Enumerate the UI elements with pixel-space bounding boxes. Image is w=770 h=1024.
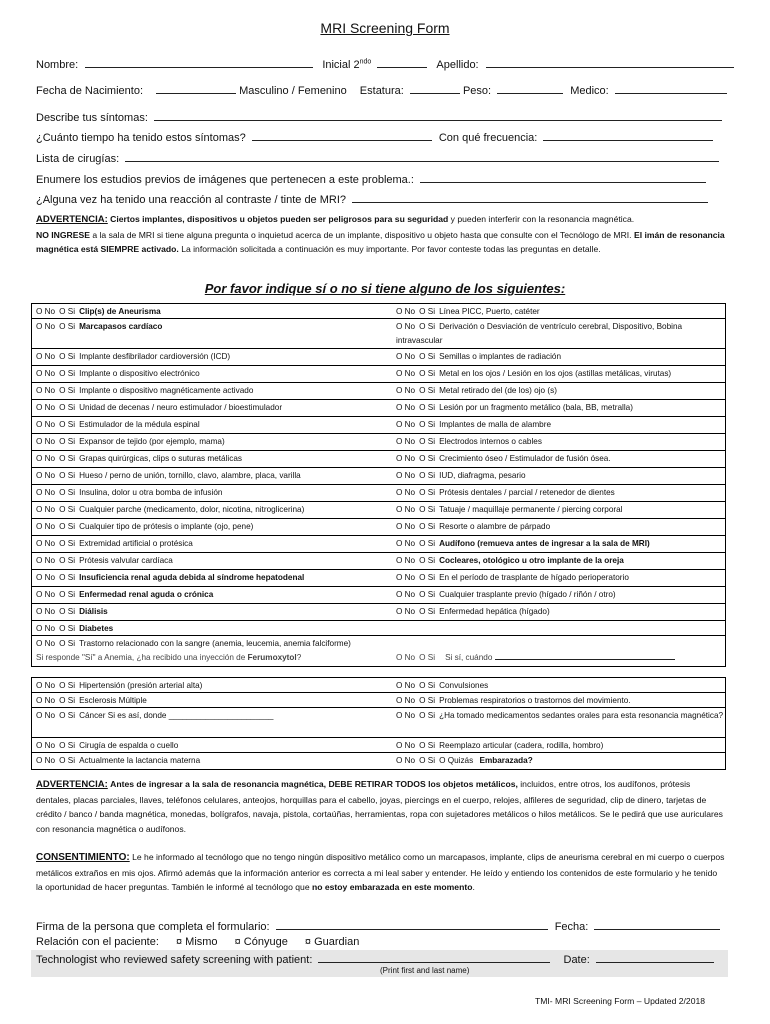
radio-no[interactable]: O No	[396, 386, 416, 395]
tech-date-label: Date:	[563, 954, 590, 966]
radio-si[interactable]: O Si	[59, 639, 76, 648]
sex-label: Masculino / Femenino	[239, 85, 347, 97]
radio-no[interactable]: O No	[36, 471, 56, 480]
frequency-field[interactable]	[543, 130, 713, 141]
radio-no[interactable]: O No	[36, 386, 56, 395]
studies-row	[36, 172, 706, 186]
question-left	[36, 503, 304, 517]
question-left	[36, 622, 113, 636]
warning-text-3: La información solicitada a continuación es muy importante. Por favor conteste todas las preguntas en detalle.	[181, 244, 601, 254]
surname-field[interactable]	[486, 57, 734, 68]
ferumoxytol-text: Ferumoxytol	[247, 653, 297, 662]
radio-no[interactable]: O No	[396, 471, 416, 480]
questions-table-2	[31, 677, 724, 775]
radio-no[interactable]: O No	[396, 696, 416, 705]
radio-no[interactable]: O No	[396, 369, 416, 378]
warning-label-2: ADVERTENCIA:	[36, 779, 108, 790]
radio-si[interactable]: O Si	[59, 505, 76, 514]
question-right	[396, 739, 726, 753]
table-row	[31, 318, 726, 349]
question-left	[36, 320, 162, 334]
radio-si[interactable]: O Si	[419, 696, 436, 705]
radio-no[interactable]: O No	[396, 711, 416, 720]
warning-block-1	[36, 212, 728, 257]
radio-no[interactable]: O No	[396, 556, 416, 565]
table-row	[31, 365, 726, 383]
radio-no[interactable]: O No	[36, 539, 56, 548]
question-left	[36, 754, 200, 768]
question-text: Unidad de decenas / neuro estimulador / bioestimulador	[79, 403, 283, 412]
question-text: Semillas o implantes de radiación	[439, 352, 562, 361]
radio-si[interactable]: O Si	[59, 607, 76, 616]
question-right	[396, 709, 726, 723]
date-field[interactable]	[594, 919, 720, 930]
question-right	[396, 588, 726, 602]
studies-field[interactable]	[420, 172, 706, 183]
question-text: Prótesis dentales / parcial / retenedor de dientes	[439, 488, 615, 497]
technologist-label: Technologist who reviewed safety screening with patient:	[36, 954, 313, 966]
table-row-diabetes	[31, 620, 726, 636]
radio-no[interactable]: O No	[36, 590, 56, 599]
radio-si[interactable]: O Si	[419, 573, 436, 582]
duration-label: ¿Cuánto tiempo ha tenido estos síntomas?	[36, 132, 246, 144]
radio-no[interactable]: O No	[36, 607, 56, 616]
relation-label: Relación con el paciente:	[36, 936, 159, 948]
radio-si[interactable]: O Si	[419, 741, 436, 750]
radio-no[interactable]: O No	[36, 322, 56, 331]
question-left	[36, 605, 108, 619]
question-text: Enfermedad hepática (hígado)	[439, 607, 550, 616]
checkbox-guardian[interactable]: ¤ Guardian	[304, 936, 360, 948]
warning2-bold-text: Antes de ingresar a la sala de resonancia magnética, DEBE RETIRAR TODOS los objetos metálicos,	[110, 779, 518, 789]
radio-no[interactable]: O No	[396, 573, 416, 582]
table-row	[31, 518, 726, 536]
question-right	[396, 520, 726, 534]
radio-no[interactable]: O No	[396, 352, 416, 361]
question-right	[396, 754, 726, 768]
radio-si[interactable]: O Si	[59, 681, 76, 690]
form-title: MRI Screening Form	[320, 20, 450, 36]
technologist-field[interactable]	[318, 952, 550, 963]
radio-si[interactable]: O Si	[59, 386, 76, 395]
doctor-label: Medico:	[570, 85, 609, 97]
radio-si[interactable]: O Si	[59, 369, 76, 378]
question-left	[36, 554, 173, 568]
print-note: (Print first and last name)	[380, 966, 470, 975]
question-left	[36, 367, 200, 381]
studies-label: Enumere los estudios previos de imágenes que pertenecen a este problema.:	[36, 174, 414, 186]
table-row-blood	[31, 635, 726, 667]
radio-si[interactable]: O Si	[59, 352, 76, 361]
radio-no[interactable]: O No	[396, 307, 416, 316]
question-left	[36, 739, 178, 753]
radio-no[interactable]: O No	[396, 607, 416, 616]
signature-label: Firma de la persona que completa el formulario:	[36, 921, 270, 933]
question-text: Convulsiones	[439, 681, 489, 690]
radio-no[interactable]: O No	[36, 756, 56, 765]
question-text: Implante o dispositivo electrónico	[79, 369, 200, 378]
radio-no[interactable]: O No	[36, 505, 56, 514]
radio-si[interactable]: O Si	[59, 522, 76, 531]
question-text: Prótesis valvular cardíaca	[79, 556, 173, 565]
radio-no[interactable]: O No	[396, 488, 416, 497]
radio-si[interactable]: O Si	[419, 681, 436, 690]
warning-bold-text: Ciertos implantes, dispositivos u objetos pueden ser peligrosos para su seguridad	[110, 214, 449, 224]
radio-no[interactable]: O No	[36, 522, 56, 531]
question-text: Diálisis	[79, 607, 108, 616]
radio-si[interactable]: O Si	[419, 322, 436, 331]
radio-si[interactable]: O Si	[419, 369, 436, 378]
warning-label: ADVERTENCIA:	[36, 214, 108, 225]
radio-no[interactable]: O No	[36, 696, 56, 705]
question-text: Actualmente la lactancia materna	[79, 756, 201, 765]
question-text: Cualquier tipo de prótesis o implante (ojo, pene)	[79, 522, 254, 531]
tech-date-field[interactable]	[596, 952, 714, 963]
table-row	[31, 348, 726, 366]
radio-si[interactable]: O Si	[419, 307, 436, 316]
technologist-row	[36, 952, 714, 966]
radio-no[interactable]: O No	[36, 573, 56, 582]
weight-field[interactable]	[497, 83, 563, 94]
question-right	[396, 367, 726, 381]
question-text: Expansor de tejido (por ejemplo, mama)	[79, 437, 225, 446]
radio-si[interactable]: O Si	[419, 756, 436, 765]
radio-si[interactable]: O Si	[59, 573, 76, 582]
footer: TMI- MRI Screening Form – Updated 2/2018	[535, 996, 706, 1006]
question-text: Insulina, dolor u otra bomba de infusión	[79, 488, 223, 497]
radio-si[interactable]: O Si	[419, 471, 436, 480]
dob-label: Fecha de Nacimiento:	[36, 85, 143, 97]
question-left	[36, 305, 161, 319]
table-row	[31, 707, 726, 738]
questions-heading: Por favor indique sí o no si tiene alguno de los siguientes:	[204, 281, 566, 296]
table-row	[31, 752, 726, 770]
radio-si[interactable]: O Si	[419, 539, 436, 548]
questions-table	[31, 303, 724, 662]
question-text: Diabetes	[79, 624, 114, 633]
question-left	[36, 637, 351, 651]
question-left	[36, 588, 213, 602]
question-right	[396, 350, 726, 364]
radio-no[interactable]: O No	[36, 624, 56, 633]
question-right	[396, 537, 726, 551]
frequency-label: Con qué frecuencia:	[438, 132, 538, 144]
question-text: Metal retirado del (de los) ojo (s)	[439, 386, 557, 395]
question-text: Cocleares, otológico u otro implante de la oreja	[439, 556, 624, 565]
question-text: ¿Ha tomado medicamentos sedantes orales para esta resonancia magnética?	[439, 711, 724, 720]
radio-no[interactable]: O No	[36, 454, 56, 463]
warning-block-2	[36, 777, 726, 836]
symptoms-field[interactable]	[154, 110, 722, 121]
question-text: Trastorno relacionado con la sangre (anemia, leucemia, anemia falciforme)	[79, 639, 351, 648]
reaction-label: ¿Alguna vez ha tenido una reacción al contraste / tinte de MRI?	[36, 194, 347, 206]
anemia-question: Si responde "Sí" a Anemia, ¿ha recibido una inyección de Ferumoxytol?	[36, 653, 302, 662]
when-field[interactable]	[495, 651, 675, 660]
question-text: Metal en los ojos / Lesión en los ojos (astillas metálicas, virutas)	[439, 369, 672, 378]
question-right	[396, 486, 726, 500]
question-text: Línea PICC, Puerto, catéter	[439, 307, 540, 316]
radio-si[interactable]: O Si	[419, 437, 436, 446]
question-left	[36, 401, 282, 415]
question-right	[396, 305, 726, 319]
dob-field[interactable]	[156, 83, 236, 94]
question-text: Cualquier trasplante previo (hígado / riñón / otro)	[439, 590, 616, 599]
table-row	[31, 303, 726, 319]
radio-si[interactable]: O Si	[419, 711, 436, 720]
radio-si[interactable]: O Si	[59, 307, 76, 316]
radio-no[interactable]: O No	[396, 590, 416, 599]
table-row	[31, 692, 726, 708]
radio-no[interactable]: O No	[36, 403, 56, 412]
no-ingrese-text: NO INGRESE	[36, 229, 90, 240]
question-text: Hueso / perno de unión, tornillo, clavo, alambre, placa, varilla	[79, 471, 301, 480]
radio-si[interactable]: O Si	[59, 403, 76, 412]
question-text: Marcapasos cardíaco	[79, 322, 163, 331]
radio-si[interactable]: O Si	[59, 454, 76, 463]
warning-text-2: a la sala de MRI si tiene alguna pregunta o inquietud acerca de un implante, dispositivo u objeto hasta que consulte con el Tecnólogo de MRI.	[92, 229, 632, 240]
question-text: Reemplazo articular (cadera, rodilla, hombro)	[439, 741, 604, 750]
radio-no[interactable]: O No	[396, 756, 416, 765]
date-label: Fecha:	[554, 921, 589, 933]
question-text: Extremidad artificial o protésica	[79, 539, 193, 548]
radio-si[interactable]: O Si	[59, 420, 76, 429]
radio-si[interactable]: O Si	[59, 322, 76, 331]
question-right	[396, 554, 726, 568]
relation-row	[36, 936, 359, 948]
radio-si[interactable]: O Si	[59, 696, 76, 705]
question-left	[36, 486, 222, 500]
radio-si[interactable]: O Si	[419, 352, 436, 361]
radio-si[interactable]: O Si	[419, 454, 436, 463]
table-row	[31, 586, 726, 604]
question-text: Clip(s) de Aneurisma	[79, 307, 161, 316]
question-text: Enfermedad renal aguda o crónica	[79, 590, 214, 599]
question-text: Implante desfibrilador cardioversión (ICD)	[79, 352, 231, 361]
question-right	[396, 384, 726, 398]
table-row	[31, 433, 726, 451]
radio-si[interactable]: O Si	[419, 403, 436, 412]
warning-text: y pueden interferir con la resonancia magnética.	[450, 214, 635, 224]
radio-si[interactable]: O Si	[419, 505, 436, 514]
question-right	[396, 469, 726, 483]
question-left	[36, 469, 301, 483]
table-row	[31, 603, 726, 621]
radio-no[interactable]: O No	[36, 639, 56, 648]
radio-si[interactable]: O Si	[419, 488, 436, 497]
question-right	[396, 418, 726, 432]
question-left	[36, 350, 230, 364]
signature-field[interactable]	[276, 919, 548, 930]
radio-no[interactable]: O No	[396, 437, 416, 446]
table-row	[31, 382, 726, 400]
question-text: Cirugía de espalda o cuello	[79, 741, 179, 750]
radio-no[interactable]: O No	[396, 522, 416, 531]
name-label: Nombre:	[36, 59, 79, 71]
anemia-answer	[396, 651, 675, 665]
radio-no[interactable]: O No	[36, 437, 56, 446]
surgeries-label: Lista de cirugías:	[36, 153, 120, 165]
question-left	[36, 537, 193, 551]
question-text: O Quizás	[439, 756, 474, 765]
radio-si[interactable]: O Si	[59, 437, 76, 446]
table-row	[31, 484, 726, 502]
radio-no[interactable]: O No	[396, 681, 416, 690]
question-text: IUD, diafragma, pesario	[439, 471, 526, 480]
height-field[interactable]	[410, 83, 460, 94]
question-right	[396, 435, 726, 449]
question-text: Cualquier parche (medicamento, dolor, nicotina, nitroglicerina)	[79, 505, 305, 514]
question-left	[36, 694, 147, 708]
radio-si[interactable]: O Si	[419, 607, 436, 616]
radio-si[interactable]: O Si	[59, 756, 76, 765]
question-left	[36, 435, 225, 449]
radio-si[interactable]: O Si	[419, 556, 436, 565]
radio-no[interactable]: O No	[396, 322, 416, 331]
consent-block: CONSENTIMIENTO: Le he informado al tecnólogo que no tengo ningún dispositivo metálico como un marcapasos, implante, clips de aneurisma cerebral en mi cuerpo o cuerpos metálicos extraños en mis ojos. Afirmó además que la información anterior es correcta a mi leal saber y entender. He leído y entiendo los contenidos de este formulario y he tenido la oportunidad de hacer preguntas. También le informé al tecnólogo que no estoy embarazada en este momento.	[36, 852, 725, 892]
surgeries-field[interactable]	[125, 151, 719, 162]
question-text: Hipertensión (presión arterial alta)	[79, 681, 203, 690]
radio-no[interactable]: O No	[36, 369, 56, 378]
initial-field[interactable]	[377, 57, 427, 68]
radio-no[interactable]: O No	[36, 307, 56, 316]
question-left	[36, 520, 253, 534]
radio-no[interactable]: O No	[396, 741, 416, 750]
radio-si[interactable]: O Si	[59, 741, 76, 750]
signature-row	[36, 919, 720, 933]
radio-no[interactable]: O No	[396, 653, 416, 662]
surgeries-row	[36, 151, 719, 165]
question-text: Audífono (remueva antes de ingresar a la sala de MRI)	[439, 539, 650, 548]
reaction-row	[36, 192, 708, 206]
question-left	[36, 709, 273, 723]
question-right	[396, 452, 726, 466]
table-row	[31, 399, 726, 417]
symptoms-row	[36, 110, 722, 124]
question-text: Insuficiencia renal aguda debida al síndrome hepatodenal	[79, 573, 305, 582]
question-left	[36, 384, 253, 398]
reaction-field[interactable]	[352, 192, 708, 203]
question-text: Electrodos internos o cables	[439, 437, 542, 446]
radio-si[interactable]: O Si	[59, 556, 76, 565]
question-text: Lesión por un fragmento metálico (bala, BB, metralla)	[439, 403, 633, 412]
magnet-text: El imán de resonancia magnética está SIEMPRE activado.	[36, 229, 725, 254]
consent-text: Le he informado al tecnólogo que no tengo ningún dispositivo metálico como un marcapasos, implante, clips de aneurisma cerebral en mi cuerpo o cuerpos metálicos extraños en mis ojos. Afirmó además que la información anterior es correcta a mi leal saber y entender. He leído y entiendo los contenidos de este formulario y he tenido la oportunidad de hacer preguntas. También le informé al tecnólogo que	[36, 852, 725, 892]
question-text: Resorte o alambre de párpado	[439, 522, 551, 531]
dob-row	[36, 83, 727, 97]
question-text: Problemas respiratorios o trastornos del movimiento.	[439, 696, 631, 705]
surname-label: Apellido:	[436, 59, 479, 71]
radio-no[interactable]: O No	[36, 488, 56, 497]
question-text: Implantes de malla de alambre	[439, 420, 552, 429]
question-text: Grapas quirúrgicas, clips o suturas metálicas	[79, 454, 242, 463]
radio-no[interactable]: O No	[396, 420, 416, 429]
question-text: En el período de trasplante de hígado perioperatorio	[439, 573, 629, 582]
question-left	[36, 571, 304, 585]
question-right	[396, 503, 726, 517]
table-row	[31, 552, 726, 570]
pregnant-text: Embarazada?	[479, 756, 533, 765]
question-text: Estimulador de la médula espinal	[79, 420, 200, 429]
radio-si[interactable]: O Si	[59, 711, 76, 720]
table-row	[31, 450, 726, 468]
consent-label: CONSENTIMIENTO:	[36, 852, 130, 863]
radio-si[interactable]: O Si	[59, 539, 76, 548]
name-row	[36, 57, 734, 71]
question-left	[36, 679, 202, 693]
table-row	[31, 569, 726, 587]
question-text: Derivación o Desviación de ventrículo cerebral, Dispositivo, Bobina intravascular	[396, 322, 683, 345]
question-right	[396, 694, 726, 708]
radio-si[interactable]: O Si	[59, 624, 76, 633]
warning2-text: incluidos, entre otros, los audífonos, prótesis dentales, placas parciales, llaves, teléfonos celulares, anteojos, horquillas para el cabello, joyas, piercings en el cuerpo, relojes, alfileres de seguridad, clip de dinero, tarjetas de crédito / banco / banda magnética, monedas, bolígrafos, navaja, pistola, cortaúñas, herramientas, ropa con sujetadores metálicos o hilos metálicos. Se le pedirá que use auriculares con resonancia magnética o audífonos.	[36, 779, 723, 834]
question-text: Cáncer Si es así, donde _______________________	[79, 711, 274, 720]
table-row	[31, 535, 726, 553]
question-text: Esclerosis Múltiple	[79, 696, 147, 705]
radio-no[interactable]: O No	[396, 539, 416, 548]
symptoms-label: Describe tus síntomas:	[36, 112, 148, 124]
radio-no[interactable]: O No	[36, 711, 56, 720]
table-row	[31, 737, 726, 753]
duration-field[interactable]	[252, 130, 432, 141]
question-left	[36, 452, 242, 466]
question-text: Implante o dispositivo magnéticamente activado	[79, 386, 254, 395]
radio-si[interactable]: O Si	[419, 386, 436, 395]
question-right	[396, 571, 726, 585]
radio-no[interactable]: O No	[36, 352, 56, 361]
duration-row	[36, 130, 713, 144]
question-text: Tatuaje / maquillaje permanente / piercing corporal	[439, 505, 623, 514]
radio-si[interactable]: O Si	[419, 653, 436, 662]
radio-si[interactable]: O Si	[59, 590, 76, 599]
question-right	[396, 605, 726, 619]
question-right	[396, 401, 726, 415]
table-row	[31, 677, 726, 693]
name-field[interactable]	[85, 57, 313, 68]
when-label: Si sí, cuándo	[445, 653, 493, 662]
radio-si[interactable]: O Si	[419, 420, 436, 429]
radio-no[interactable]: O No	[36, 556, 56, 565]
radio-si[interactable]: O Si	[59, 471, 76, 480]
radio-no[interactable]: O No	[36, 420, 56, 429]
radio-si[interactable]: O Si	[419, 590, 436, 599]
radio-si[interactable]: O Si	[59, 488, 76, 497]
radio-no[interactable]: O No	[36, 741, 56, 750]
table-row	[31, 501, 726, 519]
weight-label: Peso:	[462, 85, 492, 97]
doctor-field[interactable]	[615, 83, 727, 94]
table-row	[31, 416, 726, 434]
question-right	[396, 320, 726, 348]
initial-label: Inicial $2^{ndo}$	[322, 58, 372, 71]
radio-si[interactable]: O Si	[419, 522, 436, 531]
radio-no[interactable]: O No	[36, 681, 56, 690]
question-right	[396, 679, 726, 693]
question-text: Crecimiento óseo / Estimulador de fusión ósea.	[439, 454, 611, 463]
checkbox-conyuge[interactable]: ¤ Cónyuge	[234, 936, 288, 948]
radio-no[interactable]: O No	[396, 454, 416, 463]
consent-bold-text: no estoy embarazada en este momento	[311, 882, 473, 892]
question-left	[36, 418, 200, 432]
radio-no[interactable]: O No	[396, 505, 416, 514]
height-label: Estatura:	[359, 85, 404, 97]
table-row	[31, 467, 726, 485]
radio-no[interactable]: O No	[396, 403, 416, 412]
checkbox-mismo[interactable]: ¤ Mismo	[175, 936, 218, 948]
